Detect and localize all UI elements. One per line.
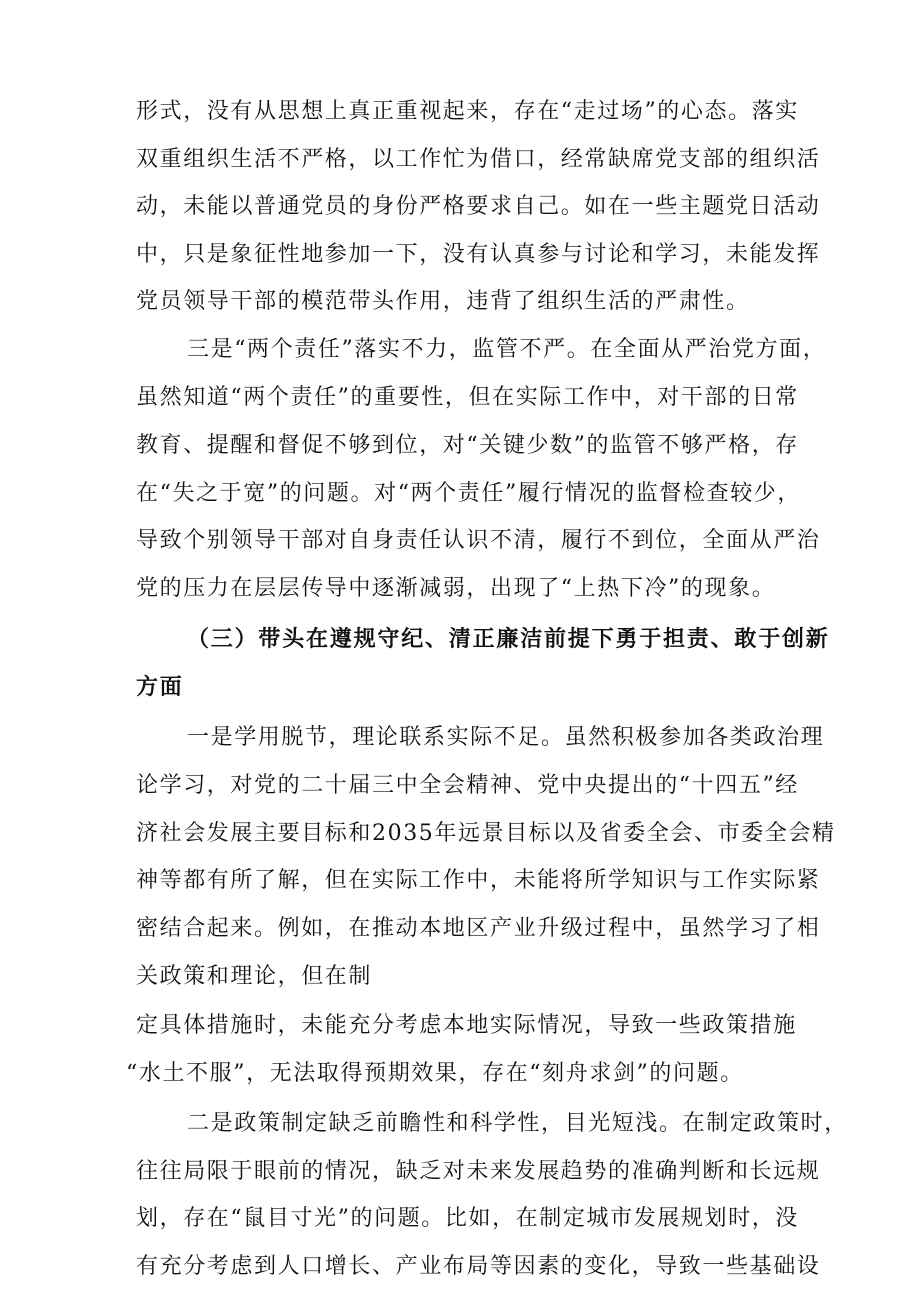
paragraph-line: 教育、提醒和督促不够到位，对“关键少数”的监管不够严格，存 [136,433,799,458]
paragraph-line: 中，只是象征性地参加一下，没有认真参与讨论和学习，未能发挥 [136,242,821,267]
paragraph-line: 论学习，对党的二十届三中全会精神、党中央提出的“十四五”经 [136,773,799,798]
paragraph-line: 划，存在“鼠目寸光”的问题。比如，在制定城市发展规划时，没 [136,1206,799,1231]
paragraph-line: 三是“两个责任”落实不力，监管不严。在全面从严治党方面， [187,337,827,362]
paragraph-line: 党的压力在层层传导中逐渐减弱，出现了“上热下冷”的现象。 [136,576,776,601]
paragraph-line: 双重组织生活不严格，以工作忙为借口，经常缺席党支部的组织活 [136,147,821,172]
paragraph-line: 导致个别领导干部对自身责任认识不清，履行不到位，全面从严治 [136,528,821,553]
section-heading-continuation: 方面 [136,675,184,700]
paragraph-line: 济社会发展主要目标和2035年远景目标以及省委全会、市委全会精 [136,821,836,846]
paragraph-line: “水土不服”，无法取得预期效果，存在“刻舟求剑”的问题。 [126,1061,744,1086]
paragraph-line: 神等都有所了解，但在实际工作中，未能将所学知识与工作实际紧 [136,868,821,893]
section-heading: （三）带头在遵规守纪、清正廉洁前提下勇于担责、敢于创新 [187,627,830,652]
paragraph-line: 形式，没有从思想上真正重视起来，存在“走过场”的心态。落实 [136,99,799,124]
paragraph-line: 虽然知道“两个责任”的重要性，但在实际工作中，对干部的日常 [136,385,799,410]
paragraph-line: 密结合起来。例如，在推动本地区产业升级过程中，虽然学习了相 [136,916,821,941]
paragraph-line: 在“失之于宽”的问题。对“两个责任”履行情况的监督检查较少， [136,481,801,506]
paragraph-line: 往往局限于眼前的情况，缺乏对未来发展趋势的准确判断和长远规 [136,1159,821,1184]
paragraph-line: 一是学用脱节，理论联系实际不足。虽然积极参加各类政治理 [187,725,825,750]
paragraph-line: 有充分考虑到人口增长、产业布局等因素的变化，导致一些基础设 [136,1254,821,1279]
paragraph-line: 关政策和理论，但在制 [136,964,373,989]
paragraph-line: 党员领导干部的模范带头作用，违背了组织生活的严肃性。 [136,289,750,314]
paragraph-line: 二是政策制定缺乏前瞻性和科学性，目光短浅。在制定政策时， [187,1111,848,1136]
paragraph-line: 定具体措施时，未能充分考虑本地实际情况，导致一些政策措施 [136,1013,797,1038]
paragraph-line: 动，未能以普通党员的身份严格要求自己。如在一些主题党日活动 [136,194,821,219]
